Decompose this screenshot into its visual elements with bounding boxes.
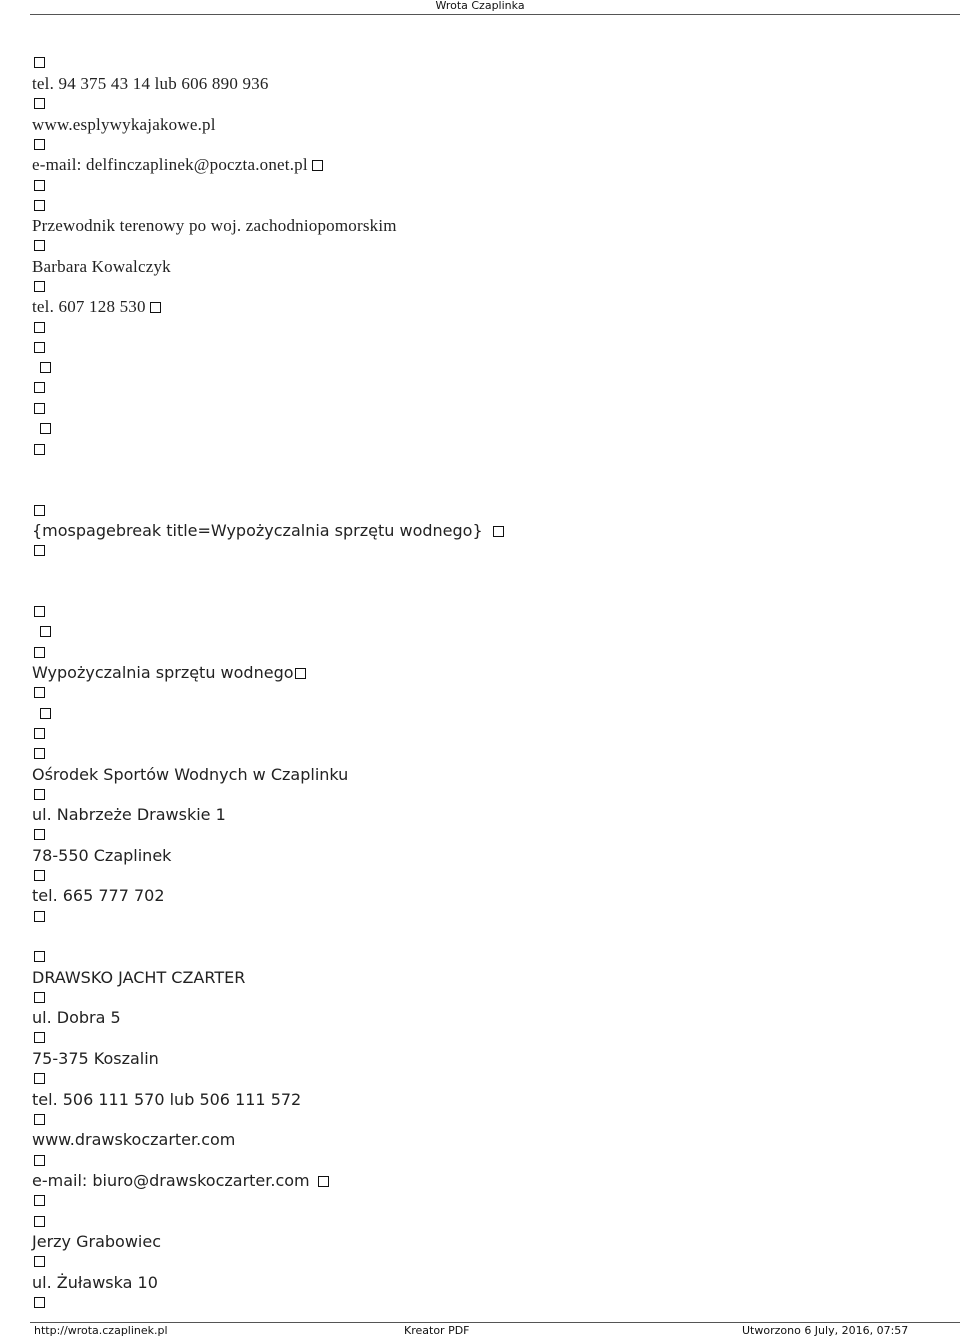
header-divider — [30, 14, 960, 15]
missing-glyph-box — [150, 302, 161, 313]
missing-glyph-box — [34, 789, 45, 800]
missing-glyph-box — [318, 1176, 329, 1187]
text-line-koszalin-zip: 75-375 Koszalin — [32, 1049, 159, 1068]
text-line-osrodek: Ośrodek Sportów Wodnych w Czaplinku — [32, 765, 349, 784]
text-line-www-esplywy: www.esplywykajakowe.pl — [32, 115, 216, 134]
missing-glyph-box — [34, 342, 45, 353]
text-line-tel-osrodek: tel. 665 777 702 — [32, 886, 165, 905]
email-delfin-text: e-mail: delfinczaplinek@poczta.onet.pl — [32, 155, 308, 174]
pagebreak-text: {mospagebreak title=Wypożyczalnia sprzętu wodnego} — [32, 521, 483, 540]
missing-glyph-box — [34, 1073, 45, 1084]
missing-glyph-box — [34, 647, 45, 658]
missing-glyph-box — [34, 98, 45, 109]
missing-glyph-box — [34, 403, 45, 414]
missing-glyph-box — [34, 1256, 45, 1267]
missing-glyph-box — [34, 200, 45, 211]
missing-glyph-box — [34, 322, 45, 333]
missing-glyph-box — [295, 668, 306, 679]
missing-glyph-box — [34, 1032, 45, 1043]
missing-glyph-box — [34, 139, 45, 150]
footer-created-date: Utworzono 6 July, 2016, 07:57 — [742, 1324, 909, 1337]
missing-glyph-box — [34, 606, 45, 617]
missing-glyph-box — [34, 951, 45, 962]
text-line-tel-delfin: tel. 94 375 43 14 lub 606 890 936 — [32, 74, 269, 93]
missing-glyph-box — [34, 1114, 45, 1125]
missing-glyph-box — [34, 1155, 45, 1166]
text-line-przewodnik: Przewodnik terenowy po woj. zachodniopomorskim — [32, 216, 397, 235]
wypozyczalnia-text: Wypożyczalnia sprzętu wodnego — [32, 663, 294, 682]
missing-glyph-box — [34, 444, 45, 455]
missing-glyph-box — [34, 687, 45, 698]
text-line-ul-zulawska: ul. Żuławska 10 — [32, 1273, 158, 1292]
text-line-barbara: Barbara Kowalczyk — [32, 257, 171, 276]
text-line-tel-barbara — [32, 297, 161, 317]
missing-glyph-box — [34, 829, 45, 840]
missing-glyph-box — [312, 160, 323, 171]
text-line-pagebreak — [32, 521, 504, 541]
missing-glyph-box — [34, 505, 45, 516]
footer-url[interactable]: http://wrota.czaplinek.pl — [34, 1324, 168, 1337]
missing-glyph-box — [40, 423, 51, 434]
text-line-email-delfin — [32, 155, 323, 175]
text-line-email-drawsko — [32, 1171, 329, 1191]
page-header-title: Wrota Czaplinka — [435, 0, 525, 12]
missing-glyph-box — [34, 1297, 45, 1308]
missing-glyph-box — [34, 911, 45, 922]
missing-glyph-box — [34, 728, 45, 739]
missing-glyph-box — [34, 57, 45, 68]
email-drawsko-text: e-mail: biuro@drawskoczarter.com — [32, 1171, 310, 1190]
missing-glyph-box — [34, 748, 45, 759]
text-line-ul-nabrzeze: ul. Nabrzeże Drawskie 1 — [32, 805, 226, 824]
missing-glyph-box — [493, 526, 504, 537]
text-line-ul-dobra: ul. Dobra 5 — [32, 1008, 121, 1027]
footer-generator: Kreator PDF — [404, 1324, 470, 1337]
missing-glyph-box — [34, 870, 45, 881]
text-line-drawsko: DRAWSKO JACHT CZARTER — [32, 968, 246, 987]
text-line-www-drawsko: www.drawskoczarter.com — [32, 1130, 236, 1149]
missing-glyph-box — [34, 545, 45, 556]
missing-glyph-box — [34, 281, 45, 292]
text-line-jerzy: Jerzy Grabowiec — [32, 1232, 161, 1251]
tel-barbara-text: tel. 607 128 530 — [32, 297, 146, 316]
missing-glyph-box — [34, 382, 45, 393]
text-line-czaplinek-zip: 78-550 Czaplinek — [32, 846, 172, 865]
text-line-tel-drawsko: tel. 506 111 570 lub 506 111 572 — [32, 1090, 302, 1109]
missing-glyph-box — [34, 180, 45, 191]
missing-glyph-box — [34, 240, 45, 251]
text-line-wypozyczalnia — [32, 663, 306, 683]
missing-glyph-box — [40, 708, 51, 719]
missing-glyph-box — [34, 992, 45, 1003]
missing-glyph-box — [34, 1195, 45, 1206]
missing-glyph-box — [40, 626, 51, 637]
footer-divider — [30, 1322, 960, 1323]
missing-glyph-box — [40, 362, 51, 373]
missing-glyph-box — [34, 1216, 45, 1227]
